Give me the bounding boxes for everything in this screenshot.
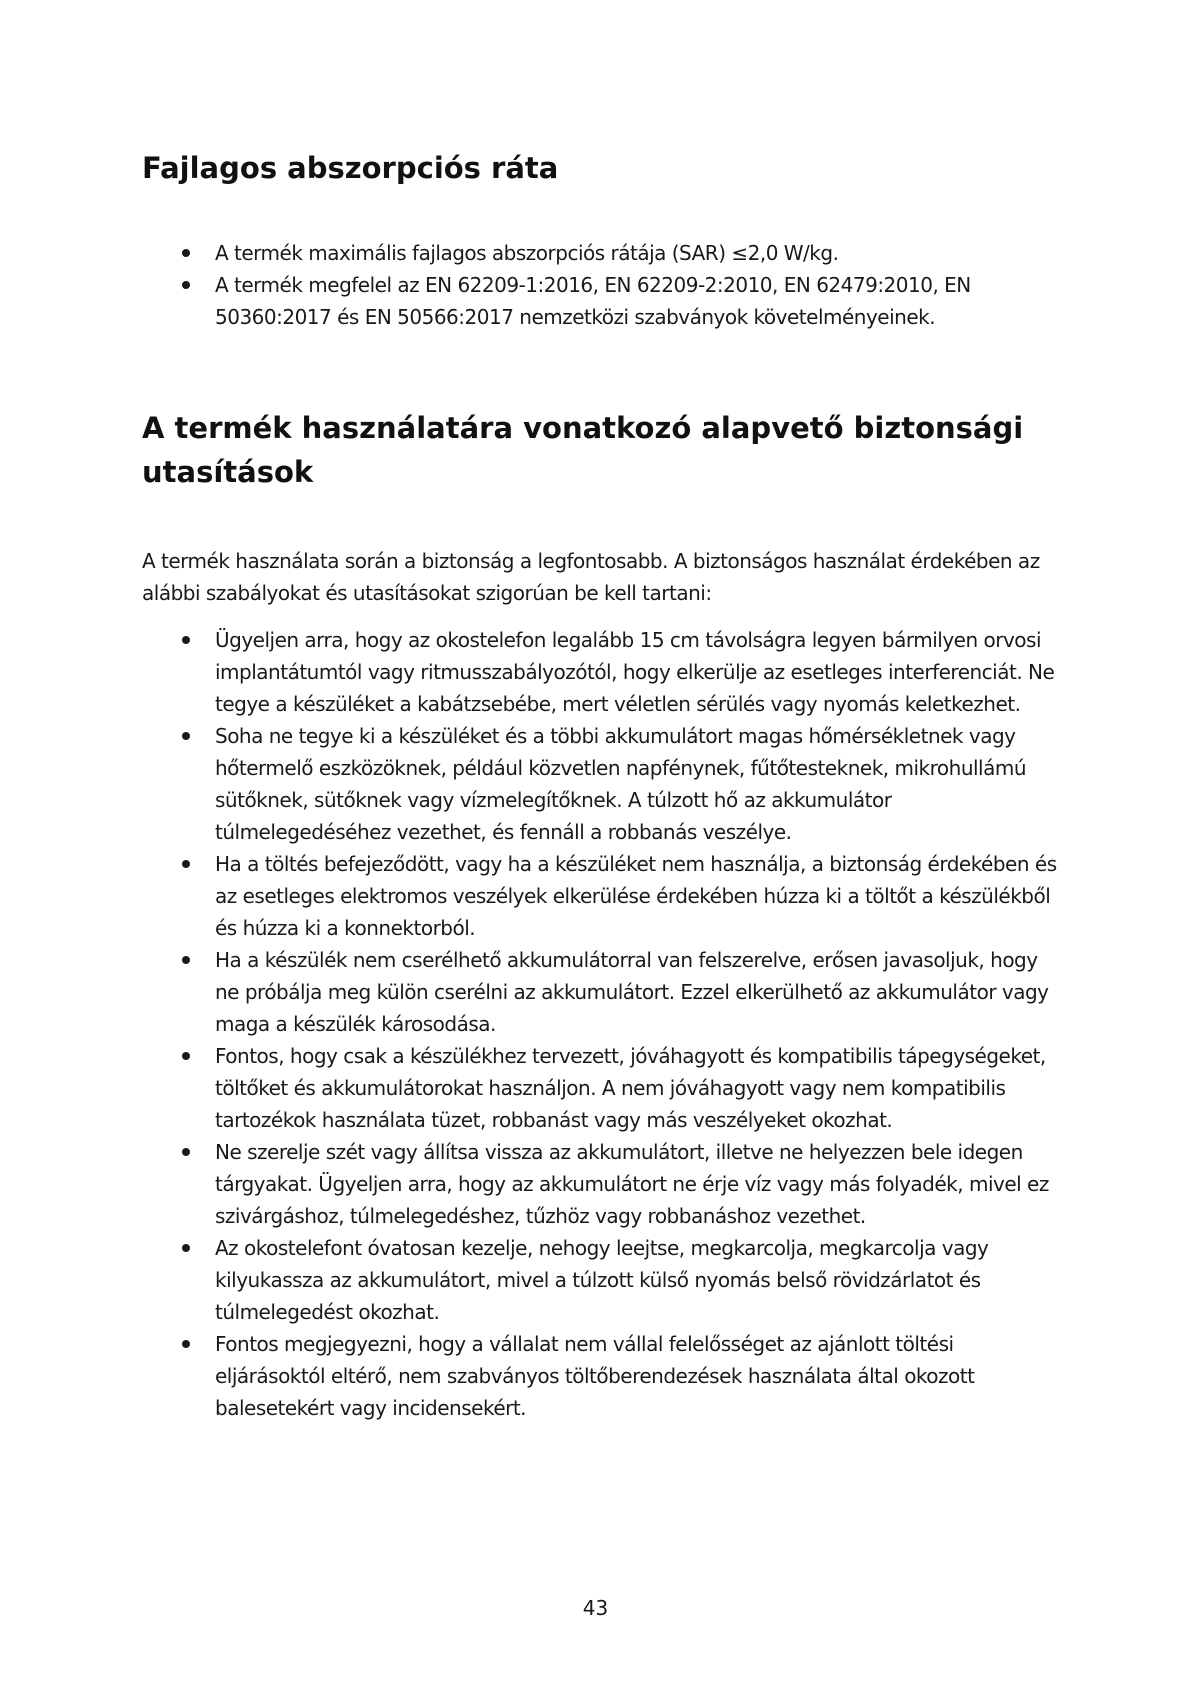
- list-item: [142, 624, 1062, 720]
- list-item-text: Ne szerelje szét vagy állítsa vissza az akkumulátort, illetve ne helyezzen bele idegen tárgyakat. Ügyeljen arra, hogy az akkumulátort ne érje víz vagy más folyadék, mivel ez szivárgáshoz, túlmelegedéshez, tűzhöz vagy robbanáshoz vezethet.: [215, 1140, 1049, 1228]
- list-item-text: Fontos megjegyezni, hogy a vállalat nem vállal felelősséget az ajánlott töltési eljárásoktól eltérő, nem szabványos töltőberendezések használata által okozott balesetekért vagy incidensekért.: [215, 1332, 975, 1420]
- list-item: [142, 720, 1062, 848]
- list-item-text: Fontos, hogy csak a készülékhez tervezett, jóváhagyott és kompatibilis tápegységeket, töltőket és akkumulátorokat használjon. A nem jóváhagyott vagy nem kompatibilis tartozékok használata tüzet, robbanást vagy más veszélyeket okozhat.: [215, 1044, 1046, 1132]
- list-item-text: Ha a készülék nem cserélhető akkumulátorral van felszerelve, erősen javasoljuk, hogy ne próbálja meg külön cserélni az akkumulátort. Ezzel elkerülhető az akkumulátor vagy maga a készülék károsodása.: [215, 948, 1049, 1036]
- list-item-text: Soha ne tegye ki a készüléket és a többi akkumulátort magas hőmérsékletnek vagy hőtermelő eszközöknek, például közvetlen napfénynek, fűtőtesteknek, mikrohullámú sütőknek, sütőknek vagy vízmelegítőknek. A túlzott hő az akkumulátor túlmelegedéséhez vezethet, és fennáll a robbanás veszélye.: [215, 724, 1027, 844]
- bullet-icon: [182, 956, 190, 964]
- list-item: [142, 1328, 1062, 1424]
- page-number: 43: [582, 1596, 609, 1620]
- bullet-icon: [182, 1244, 190, 1252]
- list-item: [142, 848, 1062, 944]
- list-item-text: Az okostelefont óvatosan kezelje, nehogy leejtse, megkarcolja, megkarcolja vagy kilyukassza az akkumulátort, mivel a túlzott külső nyomás belső rövidzárlatot és túlmelegedést okozhat.: [215, 1236, 989, 1324]
- safety-heading: A termék használatára vonatkozó alapvető biztonsági utasítások: [142, 411, 1024, 489]
- list-item: [142, 1136, 1062, 1232]
- sar-heading: Fajlagos abszorpciós ráta: [142, 151, 559, 185]
- list-item-text: A termék megfelel az EN 62209-1:2016, EN 62209-2:2010, EN 62479:2010, EN 50360:2017 és EN 50566:2017 nemzetközi szabványok követelményeinek.: [215, 273, 971, 329]
- list-item: [142, 944, 1062, 1040]
- list-item-text: Ügyeljen arra, hogy az okostelefon legalább 15 cm távolságra legyen bármilyen orvosi implantátumtól vagy ritmusszabályozótól, hogy elkerülje az esetleges interferenciát. Ne tegye a készüléket a kabátzsebébe, mert véletlen sérülés vagy nyomás keletkezhet.: [215, 628, 1055, 716]
- list-item: [142, 237, 1062, 269]
- safety-intro: A termék használata során a biztonság a legfontosabb. A biztonságos használat érdekében az alábbi szabályokat és utasításokat szigorúan be kell tartani:: [142, 549, 1040, 605]
- bullet-icon: [182, 1340, 190, 1348]
- sar-list: [142, 237, 1062, 333]
- bullet-icon: [182, 1052, 190, 1060]
- bullet-icon: [182, 281, 190, 289]
- bullet-icon: [182, 860, 190, 868]
- list-item: [142, 269, 1062, 333]
- bullet-icon: [182, 1148, 190, 1156]
- list-item-text: A termék maximális fajlagos abszorpciós rátája (SAR) ≤2,0 W/kg.: [215, 241, 839, 265]
- list-item: [142, 1040, 1062, 1136]
- bullet-icon: [182, 249, 190, 257]
- list-item: [142, 1232, 1062, 1328]
- safety-rules-list: [142, 624, 1062, 1424]
- bullet-icon: [182, 636, 190, 644]
- list-item-text: Ha a töltés befejeződött, vagy ha a készüléket nem használja, a biztonság érdekében és az esetleges elektromos veszélyek elkerülése érdekében húzza ki a töltőt a készülékből és húzza ki a konnektorból.: [215, 852, 1057, 940]
- bullet-icon: [182, 732, 190, 740]
